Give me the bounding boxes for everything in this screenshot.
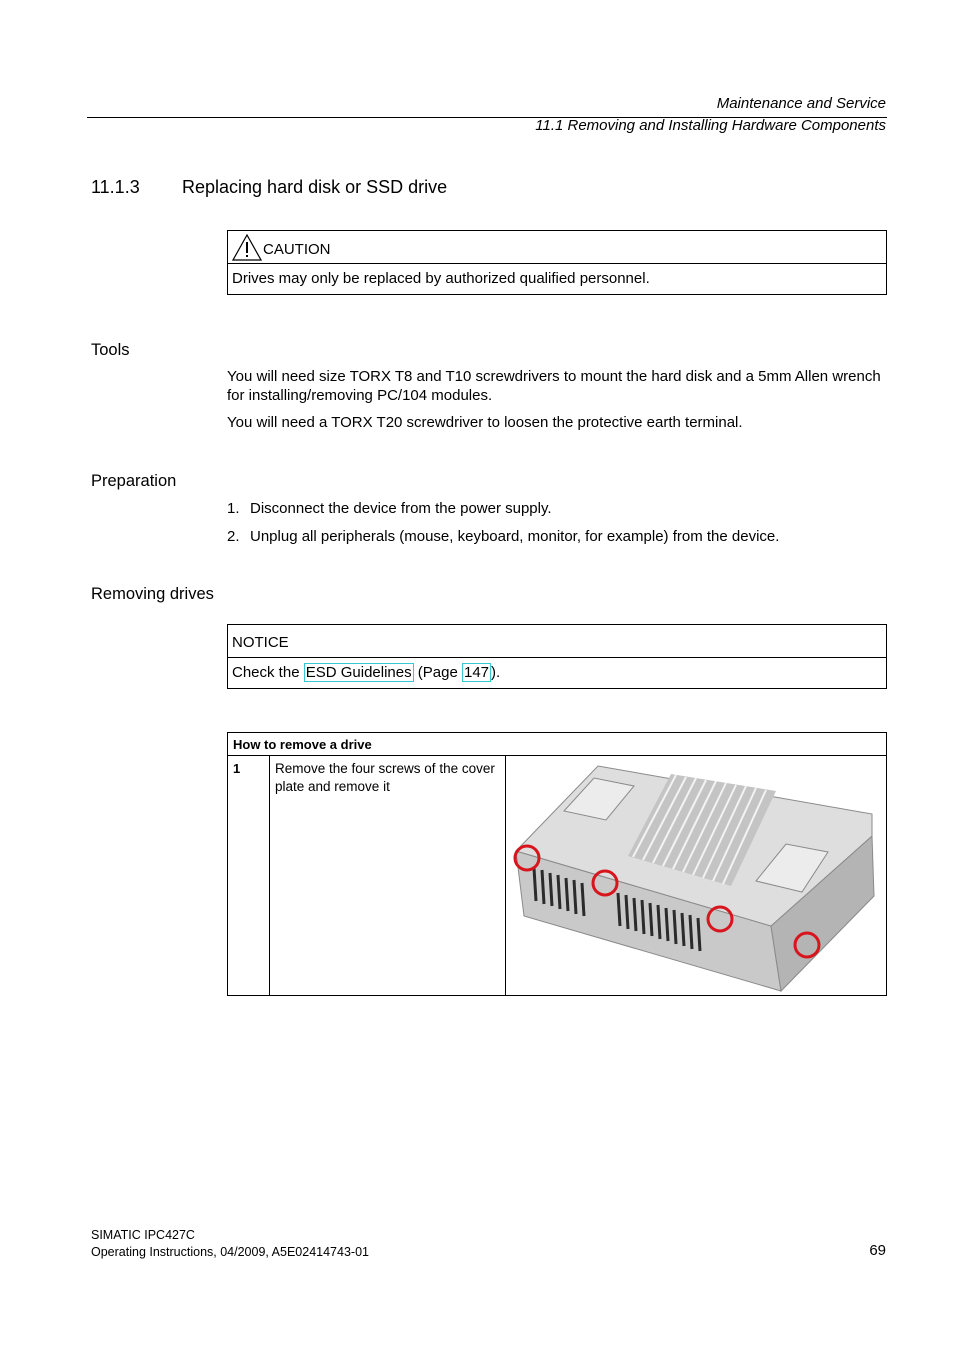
tools-paragraph-1: You will need size TORX T8 and T10 screwdrivers to mount the hard disk and a 5mm Allen wrench for installing/removing PC/104 modules.	[227, 368, 881, 404]
preparation-step-2	[227, 527, 887, 546]
caution-box	[227, 230, 887, 295]
header-section: 11.1 Removing and Installing Hardware Components	[535, 117, 886, 134]
notice-prefix: Check the	[232, 664, 304, 681]
procedure-step-image-cell	[506, 756, 887, 996]
step-text: Disconnect the device from the power supply.	[250, 500, 552, 517]
procedure-title-row	[228, 733, 887, 756]
page-147-link[interactable]: 147	[463, 664, 490, 681]
header-chapter: Maintenance and Service	[716, 95, 886, 112]
header-rule	[87, 117, 887, 118]
procedure-step-row	[228, 756, 887, 996]
device-illustration	[506, 756, 884, 995]
preparation-step-1	[227, 499, 887, 518]
step-number: 1.	[227, 500, 240, 517]
step-number: 2.	[227, 528, 240, 545]
procedure-title: How to remove a drive	[228, 733, 887, 756]
procedure-step-number: 1	[228, 756, 270, 996]
section-number: 11.1.3	[91, 177, 140, 197]
procedure-step-text: Remove the four screws of the cover plate and remove it	[270, 756, 506, 996]
footer-product: SIMATIC IPC427C	[91, 1228, 195, 1242]
notice-header	[228, 625, 886, 658]
preparation-heading: Preparation	[91, 472, 177, 490]
warning-triangle-icon	[232, 234, 262, 261]
caution-text: Drives may only be replaced by authorized qualified personnel.	[232, 270, 650, 287]
section-title: Replacing hard disk or SSD drive	[182, 177, 448, 197]
procedure-table	[227, 732, 887, 996]
footer-doc: Operating Instructions, 04/2009, A5E02414743-01	[91, 1245, 369, 1259]
caution-label: CAUTION	[263, 241, 331, 258]
tools-paragraph-2: You will need a TORX T20 screwdriver to loosen the protective earth terminal.	[227, 414, 743, 431]
removing-heading: Removing drives	[91, 585, 214, 603]
notice-suffix: ).	[491, 664, 501, 681]
notice-middle: (Page	[413, 664, 462, 681]
tools-heading: Tools	[91, 341, 130, 359]
notice-text	[228, 658, 886, 688]
notice-box	[227, 624, 887, 689]
notice-label: NOTICE	[232, 634, 289, 651]
esd-guidelines-link[interactable]: ESD Guidelines	[305, 664, 412, 681]
step-text: Unplug all peripherals (mouse, keyboard, monitor, for example) from the device.	[250, 528, 780, 545]
caution-header	[228, 231, 886, 264]
page-number: 69	[869, 1242, 886, 1259]
